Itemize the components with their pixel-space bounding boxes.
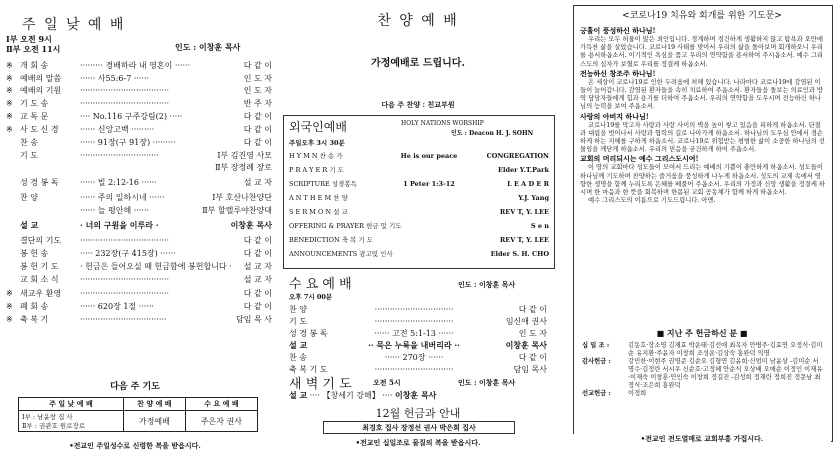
sunday-order-role: 반 주 자 — [243, 99, 272, 108]
sunday-order-role: 인 도 자 — [243, 74, 272, 83]
sunday-order-row — [6, 314, 272, 325]
sunday-order-mark: ※ — [6, 125, 13, 134]
sunday-order-role: Ⅱ부 장정례 장로 — [215, 163, 272, 172]
sunday-order-content: · 너의 구원을 이루라 · — [80, 220, 159, 230]
december-offering-title: 12월 헌금과 안내 — [375, 407, 461, 420]
col2-footer: •전교인 십일조로 물질의 복을 받읍시다. — [355, 438, 481, 447]
wednesday-order-c: ······························· — [374, 317, 454, 326]
wednesday-order-r: 다 같 이 — [518, 305, 547, 314]
sunday-order-content: ······ 620장 1절 ······ — [80, 302, 154, 311]
sunday-leader: 인도 : 이창훈 목사 — [175, 42, 241, 52]
sunday-order-name: 사 도 신 경 — [20, 125, 59, 134]
next-praise-text: 다음 주 찬양 : 친교부원 — [381, 100, 455, 109]
prayer-paragraph: 온 세상이 코로나19로 인한 두려움에 처해 있습니다. 나라마다 코로나19에 감염된 이들이 늘어갑니다. 감염된 환자들을 속히 치료하여 주옵소서. 환자들을 돌보는 의료인과 방역 담당자들에게 힘과 용기를 더하여 주옵소서. 우리의 연약함을 도우시며 전능하신 하나님의 능력을 보여 주옵소서. — [580, 78, 823, 111]
next-prayer-header-sunday: 주 일 낮 예 배 — [19, 398, 124, 411]
sunday-order-row — [6, 220, 272, 231]
sunday-order-row — [6, 124, 272, 135]
sunday-order-role: 설 교 자 — [243, 178, 272, 187]
offering-row — [580, 390, 825, 398]
sunday-order-role: 다 같 이 — [243, 289, 272, 298]
sunday-order-role: 다 같 이 — [243, 61, 272, 70]
sunday-order-name: 찬 송 — [20, 138, 38, 147]
sunday-order-name: 성 경 봉 독 — [20, 178, 59, 187]
prayer-heading: 사랑의 아버지 하나님! — [580, 111, 649, 121]
foreign-order-row — [289, 165, 549, 176]
sunday-order-mark: ※ — [6, 74, 13, 83]
sunday-worship-column — [0, 0, 270, 453]
sunday-order-mark: ※ — [6, 315, 13, 324]
sunday-order-content: ··································· — [80, 236, 170, 245]
sunday-order-name: 개 회 송 — [20, 61, 49, 70]
sunday-order-content: ······ 사55:6-7 ······ — [80, 74, 150, 83]
prayer-paragraph: 우리는 모두 허물이 많은 죄인입니다. 경계하며 경건하게 생활하지 않고 탐욕과 오만에 가득찬 삶을 살았습니다. 코로나19 사태를 맞아서 우리의 삶을 돌아보며 회개하오니 우리를 용서하옵소서. 이기적인 욕심을 품고 우리의 연약함을 용서하여 주시옵소서. 예수 그리스도의 십자가 보혈로 우리를 정결케 하옵소서. — [580, 36, 823, 68]
dawn-prayer-time: 오전 5시 — [373, 378, 401, 387]
dawn-row-content: ···· 【창세기 강해】 ···· — [309, 391, 393, 400]
prayer-heading: 교회의 머리되시는 예수 그리스도시여! — [580, 154, 699, 164]
offering-category: 십 일 조 : — [582, 342, 610, 349]
sunday-order-role: 다 같 이 — [243, 249, 272, 258]
sunday-order-row — [6, 192, 272, 203]
col1-footer: •전교인 주일성수로 신령한 복을 받읍시다. — [69, 441, 201, 450]
sunday-order-content: ······ 91장(구 91장) ········· — [80, 138, 176, 147]
foreign-worship-time: 주일오후 3시 30분 — [289, 139, 345, 147]
sunday-order-name: 설 교 — [20, 220, 39, 230]
sunday-order-row — [6, 177, 272, 188]
offering-names: 이정희 — [628, 390, 647, 397]
foreign-order-r: REV T, Y. LEE — [499, 236, 549, 244]
wednesday-order-k: 찬 양 — [289, 305, 307, 314]
sunday-order-content: ········· 경배하라 내 영혼이 ······ — [80, 61, 191, 70]
sunday-worship-title: 주 일 낮 예 배 — [22, 17, 126, 33]
foreign-order-row — [289, 235, 549, 246]
offering-names-table — [580, 342, 825, 398]
sunday-order-mark: ※ — [6, 99, 13, 108]
foreign-order-r: S e n — [530, 222, 549, 230]
offering-row — [580, 358, 825, 390]
sunday-order-content: ··································· — [80, 275, 170, 284]
dawn-prayer-title: 새 벽 기 도 — [289, 377, 352, 392]
foreign-worship-title: 외국인예배 — [289, 120, 347, 134]
foreign-order-r: Y.J. Yang — [518, 194, 549, 202]
wednesday-order-row — [289, 340, 549, 351]
sunday-order-role: Ⅰ부 김진영 사모 — [217, 151, 272, 160]
next-prayer-table — [18, 397, 258, 432]
sunday-order-name: 봉 헌 송 — [20, 249, 49, 258]
sunday-order-role: 다 같 이 — [243, 138, 272, 147]
foreign-order-row — [289, 193, 549, 204]
sunday-order-name: 봉 헌 기 도 — [20, 262, 59, 271]
foreign-order-k: H Y M N 찬 송 가 — [289, 152, 343, 160]
sunday-order-mark: ※ — [6, 61, 13, 70]
sunday-order-name: 예배의 말씀 — [20, 74, 62, 83]
offering-names: 강민찬·이현주 권영준 김순오 김형연 김윤희·신엄미 남윤상 -김미순 서명수·김정란 서시우 신순호·고정혜 안순식 오상배 오애순 이정인 이재유·이재숙 이창훈·안인숙 이창희 정길진 -김성희 정재란 정희진 정문남 최정식·조은희 홍완덕 — [628, 358, 823, 389]
foreign-order-k: SCRIPTURE 성경봉독 — [289, 180, 357, 188]
home-worship-text: 가정예배로 드립니다. — [371, 58, 465, 69]
sunday-order-name: 교 회 소 식 — [20, 275, 59, 284]
next-prayer-cell-sunday: Ⅰ부 : 남윤창 집 사 Ⅱ부 : 권관호 원로장로 — [19, 411, 124, 432]
sunday-order-row — [6, 150, 272, 161]
sunday-order-row — [6, 301, 272, 312]
foreign-order-row — [289, 179, 549, 190]
foreign-order-row — [289, 151, 549, 162]
next-prayer-header-wed: 수 요 예 배 — [185, 398, 257, 411]
foreign-order-row — [289, 207, 549, 218]
sunday-order-role: 다 같 이 — [243, 236, 272, 245]
wednesday-time: 오후 7시 00분 — [289, 293, 333, 301]
sunday-order-name: 교 독 문 — [20, 112, 49, 121]
next-prayer-header-praise: 찬 양 예 배 — [123, 398, 185, 411]
foreign-order-row — [289, 221, 549, 232]
sunday-order-row — [6, 235, 272, 246]
foreign-worship-subtitle: HOLY NATIONS WORSHIP — [401, 120, 484, 127]
wednesday-order-r: 담임 목사 — [513, 365, 547, 374]
prayer-column — [565, 0, 835, 453]
sunday-order-row — [6, 85, 272, 96]
sunday-order-role: 다 같 이 — [243, 302, 272, 311]
foreign-order-k: A N T H E M 찬 양 — [289, 194, 348, 202]
praise-worship-column — [283, 0, 553, 453]
sunday-order-name: 예배의 기원 — [20, 86, 62, 95]
wednesday-order-row — [289, 316, 549, 327]
wednesday-order-r: 임신애 권사 — [505, 317, 547, 326]
col3-footer: •전교인 전도열매로 교회부흥 가집시다. — [573, 434, 831, 444]
foreign-order-c: He is our peace — [400, 152, 458, 160]
sunday-order-content: ··································· — [80, 99, 170, 108]
sunday-order-content: ··································· — [80, 289, 170, 298]
sunday-order-row — [6, 60, 272, 71]
sunday-order-content: ······························· — [80, 151, 159, 160]
sunday-order-name: 폐 회 송 — [20, 302, 49, 311]
sunday-order-row — [6, 98, 272, 109]
sunday-order-content: ···· No.116 구주강림(2) ····· — [80, 112, 183, 121]
sunday-order-mark: ※ — [6, 86, 13, 95]
sunday-order-role: 설 교 자 — [243, 262, 272, 271]
sunday-order-mark: ※ — [6, 302, 13, 311]
wednesday-order-row — [289, 328, 549, 339]
service-time-2: Ⅱ부 오전 11시 — [6, 44, 61, 54]
prayer-title: <코로나19 치유와 회개를 위한 기도문> — [622, 11, 782, 21]
wednesday-order-c: ······························· — [374, 305, 454, 314]
foreign-order-c: 1 Peter 1:3-12 — [403, 180, 455, 188]
sunday-order-row — [6, 261, 272, 272]
sunday-order-mark: ※ — [6, 112, 13, 121]
wednesday-order-k: 설 교 — [289, 340, 308, 350]
sunday-order-row — [6, 73, 272, 84]
sunday-order-role: 다 같 이 — [243, 125, 272, 134]
sunday-order-name: 기 도 송 — [20, 99, 49, 108]
sunday-order-content: ·································· — [80, 315, 167, 324]
wednesday-order-r: 다 같 이 — [518, 353, 547, 362]
sunday-order-row — [6, 162, 272, 173]
prayer-heading: 전능하신 창조주 하나님! — [580, 68, 656, 78]
sunday-order-role: 다 같 이 — [243, 112, 272, 121]
dawn-prayer-row — [289, 390, 549, 401]
sunday-order-role: 설 교 자 — [243, 275, 272, 284]
wednesday-title: 수 요 예 배 — [289, 277, 352, 292]
wednesday-order-k: 기 도 — [289, 317, 307, 326]
prayer-paragraph: 코로나19를 막고자 사랑과 사랑 사이의 벽을 높이 쌓고 있음을 피하게 하옵소서. 단절과 대립을 벗어나서 사랑과 협력의 길로 나아가게 하옵소서. 하나님의 도우심 안에서 경손하게 하는 지혜를 구하게 하옵소서. 코로나19로 위험받는 평범한 삶이 소중한 하나님의 선물임을 깨닫게 하옵소서. 우리의 믿음을 굳건하게 하여 주옵소서. — [580, 121, 825, 154]
foreign-order-row — [289, 249, 549, 260]
offering-names: 김동호·장소영 김재효 박운태·김선애 최옥자 안병주·김효연 오정식·김미순 유지환·주윤자 이창희 조성운·김상숙 홍완덕 익명 — [628, 342, 823, 357]
sunday-order-content: ······ 늘 평안해 ······ — [80, 206, 150, 215]
sunday-order-row — [6, 248, 272, 259]
sunday-order-content: ····· 232장(구 415장) ······ — [80, 249, 176, 258]
foreign-order-k: BENEDICTION 축 복 기 도 — [289, 236, 374, 244]
dawn-prayer-leader: 인도 : 이창훈 목사 — [458, 378, 516, 387]
december-offering-box: 최경호 집사 장정선 권사 박은희 집사 — [323, 421, 515, 434]
foreign-order-r: CONGREGATION — [486, 152, 549, 160]
foreign-order-k: P R A Y E R 기 도 — [289, 166, 344, 174]
wednesday-order-c: ·· 묵은 누룩을 내버리라 ·· — [368, 340, 460, 350]
sunday-order-content: ······ 빌 2:12-16 ······ — [80, 178, 157, 187]
sunday-order-name: 축 복 기 — [20, 315, 49, 324]
wednesday-order-r: 이창훈 목사 — [505, 340, 547, 350]
foreign-order-r: Elder S. H. CHO — [490, 250, 549, 258]
sunday-order-content: ······ 신앙고백 ········· — [80, 125, 155, 134]
next-prayer-cell-wed: 주은자 권사 — [185, 411, 257, 432]
sunday-order-row — [6, 205, 272, 216]
dawn-row-key: 설 교 — [289, 390, 308, 400]
sunday-order-role: Ⅰ부 호산나찬양단 — [212, 193, 272, 202]
sunday-order-name: 기 도 — [20, 151, 38, 160]
offering-row — [580, 342, 825, 358]
offering-category: 감사헌금 : — [582, 358, 611, 365]
sunday-order-role: 이창훈 목사 — [230, 220, 272, 230]
sunday-order-row — [6, 111, 272, 122]
sunday-order-name: 결단의 기도 — [20, 236, 62, 245]
foreign-order-k: OFFERING & PRAYER 헌금 및 기도 — [289, 222, 402, 230]
prayer-paragraph: 이 땅의 교회마다 성도들이 모여서 드리는 예배의 기쁨이 충만하게 하옵소서. 성도들이 하나님께 기도하며 찬양하는 즐거움을 풍성하게 나누게 하옵소서. 성도의 교제 속에서 영향한 생명을 함께 누리도록 은혜를 베풀어 주옵소서. 우리의 가정과 신앙 생활을 정결케 하시며 한 마음과 한 뜻을 회복하며 한몸된 교회 공동체가 함께 하게 하옵소서. — [580, 164, 826, 197]
praise-worship-title: 찬 양 예 배 — [377, 13, 459, 29]
sunday-order-role: 담임 목 사 — [236, 315, 272, 324]
sunday-order-row — [6, 274, 272, 285]
foreign-order-r: REV T, Y. LEE — [499, 208, 549, 216]
sunday-order-content: ······ 주의 일하시네 ······ — [80, 193, 165, 202]
sunday-order-row — [6, 288, 272, 299]
foreign-worship-leader: 인도 : Deacon H. J. SOHN — [451, 130, 534, 137]
wednesday-order-row — [289, 304, 549, 315]
foreign-order-k: ANNOUNCEMENTS 광고및 인사 — [289, 250, 393, 258]
wednesday-order-k: 성 경 봉 독 — [289, 329, 328, 338]
sunday-order-role: Ⅱ부 할렐루야찬양대 — [202, 206, 272, 215]
wednesday-order-r: 인 도 자 — [518, 329, 547, 338]
sunday-order-row — [6, 137, 272, 148]
sunday-order-content: ··································· — [80, 86, 170, 95]
wednesday-leader: 인도 : 이창훈 목사 — [458, 280, 516, 289]
dawn-row-role: 이창훈 목사 — [394, 390, 437, 400]
wednesday-order-k: 축 복 기 도 — [289, 365, 328, 374]
sunday-order-role: 인 도 자 — [243, 86, 272, 95]
foreign-order-r: Elder Y.T.Park — [498, 166, 549, 174]
foreign-order-k: S E R M O N 설 교 — [289, 208, 348, 216]
sunday-order-name: 새교우 환영 — [20, 289, 62, 298]
wednesday-order-k: 찬 송 — [289, 353, 307, 362]
wednesday-order-row — [289, 352, 549, 363]
prayer-paragraph: 예수 그리스도의 이름으로 기도드립니다. 아멘. — [588, 197, 716, 205]
prayer-heading: 긍휼이 풍성하신 하나님! — [580, 26, 656, 35]
wednesday-order-c: ······························· — [374, 365, 454, 374]
wednesday-order-c: ······ 270장 ······ — [384, 353, 444, 362]
prayer-text — [580, 26, 825, 205]
sunday-order-name: 찬 양 — [20, 193, 38, 202]
next-prayer-cell-praise: 가정예배 — [123, 411, 185, 432]
sunday-order-content: · 헌금은 들어오실 때 헌금함에 봉헌합니다 · — [80, 262, 232, 271]
next-prayer-title: 다음 주 기도 — [110, 382, 160, 392]
offering-category: 선교헌금 : — [582, 390, 611, 397]
service-time-1: Ⅰ부 오전 9시 — [6, 34, 52, 44]
wednesday-order-c: ······ 고전 5:1-13 ······ — [374, 329, 454, 338]
last-week-offering-title: ■ 지난 주 헌금하신 분 ■ — [656, 328, 748, 338]
foreign-order-r: L E A D E R — [507, 180, 549, 188]
sunday-order-mark: ※ — [6, 289, 13, 298]
